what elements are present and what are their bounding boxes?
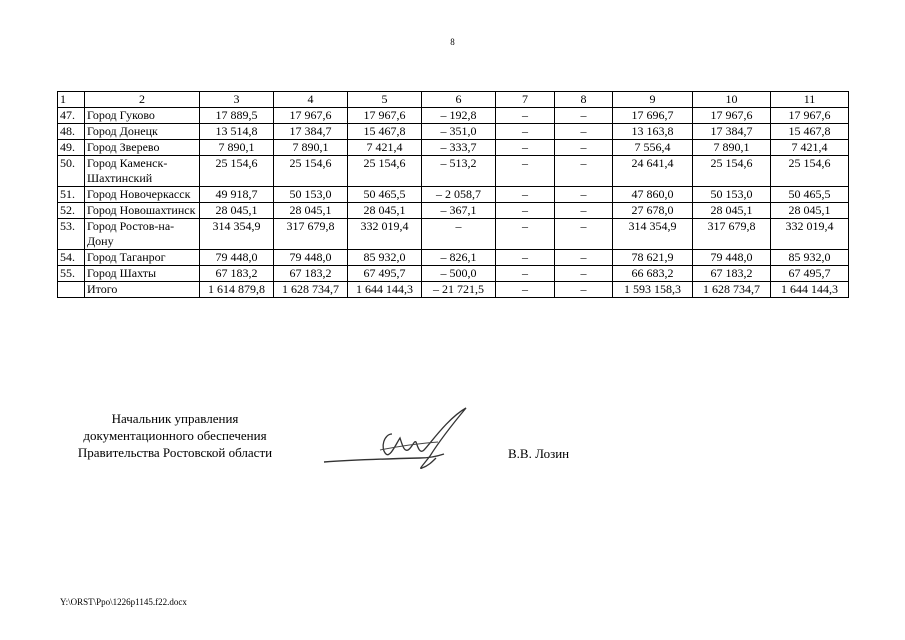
value-cell: 25 154,6 bbox=[348, 156, 422, 187]
value-cell: 17 967,6 bbox=[274, 108, 348, 124]
value-cell: 7 890,1 bbox=[200, 140, 274, 156]
value-cell: 7 421,4 bbox=[348, 140, 422, 156]
value-cell: – bbox=[496, 187, 555, 203]
value-cell: – bbox=[496, 108, 555, 124]
value-cell: 1 628 734,7 bbox=[274, 282, 348, 298]
value-cell: 67 183,2 bbox=[200, 266, 274, 282]
value-cell: – 513,2 bbox=[422, 156, 496, 187]
header-cell: 9 bbox=[613, 92, 693, 108]
value-cell: 28 045,1 bbox=[274, 203, 348, 219]
value-cell: – 367,1 bbox=[422, 203, 496, 219]
value-cell: – bbox=[496, 282, 555, 298]
value-cell: 66 683,2 bbox=[613, 266, 693, 282]
table-row bbox=[58, 140, 849, 156]
row-number-cell: 50. bbox=[58, 156, 85, 187]
value-cell: – bbox=[496, 124, 555, 140]
document-file-path: Y:\ORST\Ppo\1226p1145.f22.docx bbox=[60, 597, 187, 607]
value-cell: 28 045,1 bbox=[771, 203, 849, 219]
municipality-name-cell: Город Новочеркасск bbox=[85, 187, 200, 203]
value-cell: – bbox=[496, 250, 555, 266]
value-cell: 25 154,6 bbox=[693, 156, 771, 187]
value-cell: – bbox=[555, 124, 613, 140]
row-number-cell: 49. bbox=[58, 140, 85, 156]
value-cell: 50 465,5 bbox=[348, 187, 422, 203]
value-cell: 13 514,8 bbox=[200, 124, 274, 140]
value-cell: – bbox=[496, 140, 555, 156]
value-cell: 50 465,5 bbox=[771, 187, 849, 203]
value-cell: 79 448,0 bbox=[274, 250, 348, 266]
value-cell: 24 641,4 bbox=[613, 156, 693, 187]
value-cell: – bbox=[555, 219, 613, 250]
value-cell: – 333,7 bbox=[422, 140, 496, 156]
value-cell: 67 495,7 bbox=[348, 266, 422, 282]
value-cell: – 826,1 bbox=[422, 250, 496, 266]
value-cell: 13 163,8 bbox=[613, 124, 693, 140]
value-cell: 17 967,6 bbox=[348, 108, 422, 124]
header-cell: 6 bbox=[422, 92, 496, 108]
value-cell: 314 354,9 bbox=[200, 219, 274, 250]
value-cell: – bbox=[555, 140, 613, 156]
value-cell: 15 467,8 bbox=[348, 124, 422, 140]
value-cell: 27 678,0 bbox=[613, 203, 693, 219]
value-cell: – 2 058,7 bbox=[422, 187, 496, 203]
municipality-name-cell: Город Ростов-на-Дону bbox=[85, 219, 200, 250]
value-cell: 15 467,8 bbox=[771, 124, 849, 140]
value-cell: 67 183,2 bbox=[274, 266, 348, 282]
value-cell: 50 153,0 bbox=[274, 187, 348, 203]
row-number-cell: 47. bbox=[58, 108, 85, 124]
value-cell: 25 154,6 bbox=[771, 156, 849, 187]
value-cell: 85 932,0 bbox=[348, 250, 422, 266]
table-row bbox=[58, 219, 849, 250]
signer-position-line-3: Правительства Ростовской области bbox=[77, 445, 273, 460]
row-number-cell: 55. bbox=[58, 266, 85, 282]
value-cell: – bbox=[422, 219, 496, 250]
table-row bbox=[58, 156, 849, 187]
signer-position-line-2: документационного обеспечения bbox=[83, 428, 267, 443]
header-cell: 11 bbox=[771, 92, 849, 108]
value-cell: 17 967,6 bbox=[693, 108, 771, 124]
row-number-cell: 53. bbox=[58, 219, 85, 250]
value-cell: 1 614 879,8 bbox=[200, 282, 274, 298]
value-cell: 1 644 144,3 bbox=[771, 282, 849, 298]
budget-table bbox=[57, 91, 849, 298]
value-cell: 17 384,7 bbox=[274, 124, 348, 140]
row-number-cell bbox=[58, 282, 85, 298]
handwritten-signature bbox=[320, 404, 470, 474]
table-row bbox=[58, 250, 849, 266]
value-cell: 67 495,7 bbox=[771, 266, 849, 282]
row-number-cell: 51. bbox=[58, 187, 85, 203]
value-cell: 1 644 144,3 bbox=[348, 282, 422, 298]
value-cell: – bbox=[496, 219, 555, 250]
header-cell: 10 bbox=[693, 92, 771, 108]
value-cell: 47 860,0 bbox=[613, 187, 693, 203]
row-number-cell: 54. bbox=[58, 250, 85, 266]
value-cell: – bbox=[555, 250, 613, 266]
value-cell: 28 045,1 bbox=[693, 203, 771, 219]
value-cell: 7 890,1 bbox=[274, 140, 348, 156]
value-cell: 49 918,7 bbox=[200, 187, 274, 203]
value-cell: 1 593 158,3 bbox=[613, 282, 693, 298]
value-cell: 25 154,6 bbox=[274, 156, 348, 187]
value-cell: 25 154,6 bbox=[200, 156, 274, 187]
value-cell: 7 890,1 bbox=[693, 140, 771, 156]
value-cell: – 21 721,5 bbox=[422, 282, 496, 298]
table-row bbox=[58, 282, 849, 298]
value-cell: – bbox=[555, 187, 613, 203]
value-cell: 7 421,4 bbox=[771, 140, 849, 156]
table-body bbox=[58, 108, 849, 298]
header-cell: 1 bbox=[58, 92, 85, 108]
value-cell: 17 696,7 bbox=[613, 108, 693, 124]
municipality-name-cell: Город Донецк bbox=[85, 124, 200, 140]
signer-name: В.В. Лозин bbox=[508, 446, 570, 461]
value-cell: – bbox=[555, 156, 613, 187]
table-row bbox=[58, 187, 849, 203]
value-cell: 67 183,2 bbox=[693, 266, 771, 282]
signer-position-line-1: Начальник управления bbox=[111, 411, 239, 426]
value-cell: 50 153,0 bbox=[693, 187, 771, 203]
value-cell: – 192,8 bbox=[422, 108, 496, 124]
value-cell: 17 967,6 bbox=[771, 108, 849, 124]
value-cell: 78 621,9 bbox=[613, 250, 693, 266]
page-number: 8 bbox=[450, 37, 455, 47]
header-cell: 5 bbox=[348, 92, 422, 108]
header-cell: 4 bbox=[274, 92, 348, 108]
value-cell: 17 384,7 bbox=[693, 124, 771, 140]
value-cell: – 351,0 bbox=[422, 124, 496, 140]
value-cell: – bbox=[555, 203, 613, 219]
municipality-name-cell: Город Зверево bbox=[85, 140, 200, 156]
municipality-name-cell: Город Новошахтинск bbox=[85, 203, 200, 219]
header-cell: 7 bbox=[496, 92, 555, 108]
value-cell: 79 448,0 bbox=[693, 250, 771, 266]
header-cell: 2 bbox=[85, 92, 200, 108]
value-cell: – bbox=[496, 156, 555, 187]
table-row bbox=[58, 124, 849, 140]
value-cell: 28 045,1 bbox=[348, 203, 422, 219]
row-number-cell: 48. bbox=[58, 124, 85, 140]
municipality-name-cell: Итого bbox=[85, 282, 200, 298]
table-row bbox=[58, 203, 849, 219]
value-cell: 317 679,8 bbox=[274, 219, 348, 250]
header-cell: 3 bbox=[200, 92, 274, 108]
row-number-cell: 52. bbox=[58, 203, 85, 219]
value-cell: 314 354,9 bbox=[613, 219, 693, 250]
value-cell: 317 679,8 bbox=[693, 219, 771, 250]
municipality-name-cell: Город Гуково bbox=[85, 108, 200, 124]
value-cell: 85 932,0 bbox=[771, 250, 849, 266]
value-cell: 17 889,5 bbox=[200, 108, 274, 124]
value-cell: – bbox=[496, 266, 555, 282]
signature-block bbox=[60, 410, 290, 461]
table-row bbox=[58, 108, 849, 124]
value-cell: – bbox=[555, 108, 613, 124]
value-cell: – bbox=[496, 203, 555, 219]
value-cell: 332 019,4 bbox=[348, 219, 422, 250]
value-cell: – bbox=[555, 282, 613, 298]
value-cell: 28 045,1 bbox=[200, 203, 274, 219]
table-row bbox=[58, 266, 849, 282]
header-cell: 8 bbox=[555, 92, 613, 108]
header-row bbox=[58, 92, 849, 108]
municipality-name-cell: Город Таганрог bbox=[85, 250, 200, 266]
value-cell: 332 019,4 bbox=[771, 219, 849, 250]
value-cell: 1 628 734,7 bbox=[693, 282, 771, 298]
value-cell: – bbox=[555, 266, 613, 282]
municipality-name-cell: Город Каменск-Шахтинский bbox=[85, 156, 200, 187]
value-cell: 79 448,0 bbox=[200, 250, 274, 266]
value-cell: – 500,0 bbox=[422, 266, 496, 282]
value-cell: 7 556,4 bbox=[613, 140, 693, 156]
municipality-name-cell: Город Шахты bbox=[85, 266, 200, 282]
